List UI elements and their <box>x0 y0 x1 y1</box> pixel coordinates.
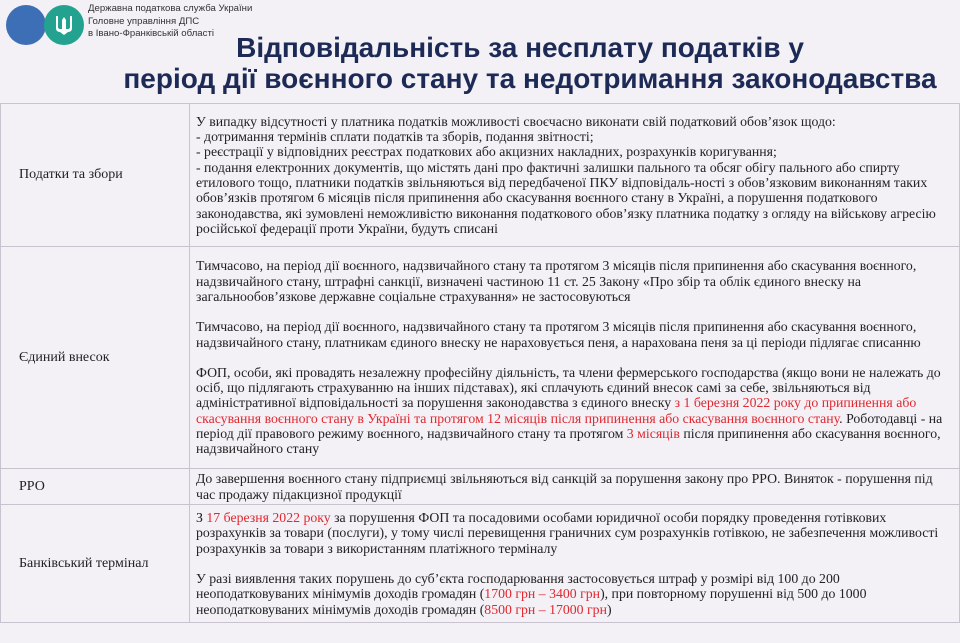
highlight-fine: 8500 грн – 17000 грн <box>484 601 607 617</box>
text-span: З <box>196 510 207 526</box>
paragraph: До завершення воєнного стану підприємці звільняються від санкцій за порушення закону про РРО. Виняток - порушення під час продажу підакцизної продукції <box>196 471 933 502</box>
text-span: ), при повторному порушенні від 500 до 1000 неоподатковуваних мінімумів доходів громадян ( <box>196 586 867 617</box>
table-row <box>1 104 960 247</box>
paragraph: Тимчасово, на період дії воєнного, надзвичайного стану та протягом 3 місяців після припинення або скасування воєнного, надзвичайного стану, штрафні санкції, визначені частиною 11 ст. 25 Закону «Про збір та облік єдиного внеску на загальнообов’язкове державне соціальне страхування» не застосовуються <box>196 258 917 304</box>
text-span: після припинення або скасування воєнного, надзвичайного стану <box>196 426 941 457</box>
paragraph: - реєстрації у відповідних реєстрах податкових або акцизних накладних, розрахунків коригування; <box>196 144 777 160</box>
row-label: РРО <box>1 469 190 505</box>
paragraph: У випадку відсутності у платника податків можливості своєчасно виконати свій податковий обов’язок щодо: <box>196 113 836 129</box>
highlight-fine: 1700 грн – 3400 грн <box>484 586 601 602</box>
text-span: ФОП, особи, які провадять незалежну професійну діяльність, та члени фермерського господарства (якщо вони не належать до осіб, що підлягають страхуванню на інших підставах), які сплачують єдиний внесок самі за себе, звільняються від адміністративної відповідальності за порушення законодавства з єдиного внеску <box>196 364 941 411</box>
table-row <box>1 469 960 505</box>
table-row <box>1 247 960 469</box>
paragraph: - подання електронних документів, що містять дані про фактичні залишки пального та обсяг обігу пального або спирту етилового тощо, платники податків звільняються від передбаченої ПКУ відповідаль-ності з обов’язковим виконанням таких обов’язків протягом 6 місяців після припинення або скасування воєнного стану в Україні, а порушення податкового законодавства, які зумовлені неможливістю виконання податкового обов’язку платника податку з огляду на військову агресію російської федерації проти України, будуть списані <box>196 159 936 236</box>
row-label: Податки та збори <box>1 104 190 247</box>
highlight-date: з 1 березня 2022 року до припинення або скасування воєнного стану в Україні та протягом 12 місяців після припинення або скасування воєнного стану <box>196 395 917 426</box>
paragraph <box>196 365 955 457</box>
responsibility-table <box>0 103 960 623</box>
row-content <box>190 247 960 469</box>
paragraph <box>196 510 955 556</box>
row-content <box>190 505 960 623</box>
text-span: У разі виявлення таких порушень до суб’єкта господарювання застосовується штраф у розмірі від 100 до 200 неоподатковуваних мінімумів доходів громадян ( <box>196 571 840 602</box>
org-line: в Івано-Франківській області <box>88 28 214 40</box>
paragraph <box>196 571 955 617</box>
highlight-period: 3 місяців <box>626 426 680 442</box>
table-row <box>1 505 960 623</box>
highlight-date: 17 березня 2022 року <box>206 510 331 526</box>
org-line: Головне управління ДПС <box>88 15 200 27</box>
text-span: . Роботодавці - на період дії правового режиму воєнного, надзвичайного стану та протягом <box>196 410 943 442</box>
text-span: ) <box>606 601 612 617</box>
row-content <box>190 469 960 505</box>
paragraph: Тимчасово, на період дії воєнного, надзвичайного стану та протягом 3 місяців після припинення або скасування воєнного, надзвичайного стану, платникам єдиного внеску не нараховується пеня, а нарахована пеня за ці періоди підлягає списанню <box>196 319 921 350</box>
row-label: Банківський термінал <box>1 505 190 623</box>
row-content <box>190 104 960 247</box>
page-title <box>0 32 960 94</box>
text-span: за порушення ФОП та посадовими особами юридичної особи порядку проведення готівкових розрахунків за товари (послуги), у тому числі перевищення граничних сум розрахунків готівкою, не забезпечення можливості розрахунків за товари з використанням платіжного терміналу <box>196 510 939 556</box>
title-line-2: період дії воєнного стану та недотримання законодавства <box>123 63 937 94</box>
org-line: Державна податкова служба України <box>88 3 253 14</box>
row-label: Єдиний внесок <box>1 247 190 469</box>
paragraph: - дотримання термінів сплати податків та зборів, подання звітності; <box>196 129 594 145</box>
title-line-1: Відповідальність за несплату податків у <box>236 32 804 63</box>
